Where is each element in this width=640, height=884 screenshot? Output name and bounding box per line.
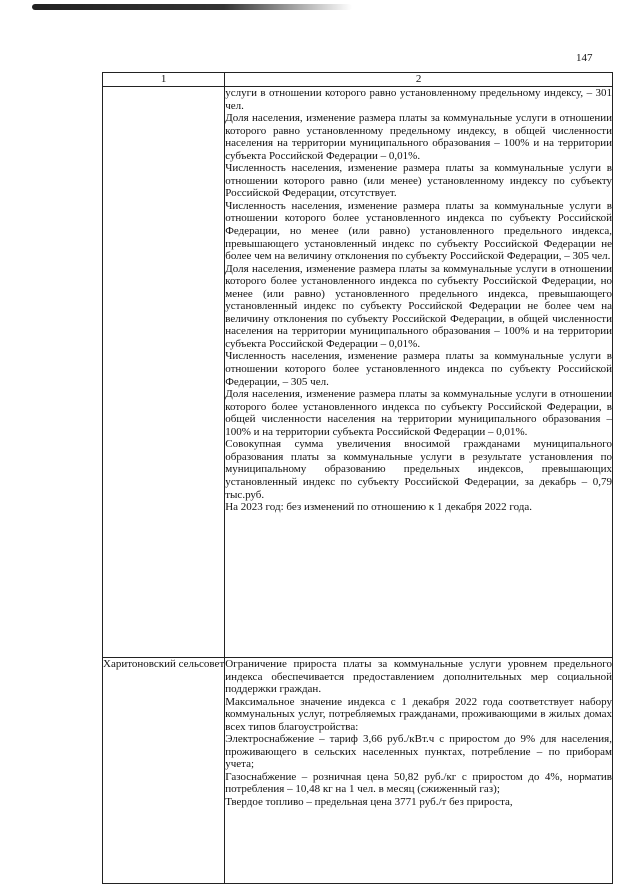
table-row-continuation bbox=[103, 87, 613, 658]
measures-cell bbox=[225, 87, 613, 658]
paragraph: Ограничение прироста платы за коммунальные услуги уровнем предельного индекса обеспечивается предоставлением дополнительных мер социальной поддержки граждан. bbox=[225, 658, 612, 696]
paragraph: Газоснабжение – розничная цена 50,82 руб./кг с приростом до 4%, норматив потребления – 10,48 кг на 1 чел. в месяц (сжиженный газ); bbox=[225, 770, 612, 796]
paragraph: услуги в отношении которого равно установленному предельному индексу, – 301 чел. bbox=[225, 87, 612, 112]
document-table bbox=[102, 72, 613, 884]
paragraph: Численность населения, изменение размера платы за коммунальные услуги в отношении которого более установленного индекса по субъекту Российской Федерации, – 305 чел. bbox=[225, 350, 612, 388]
paragraph: Численность населения, изменение размера платы за коммунальные услуги в отношении которого более установленного индекса по субъекту Российской Федерации, но менее (или равно) установленного предельного индекса, превышающего установленный индекс по субъекту Российской Федерации не более чем на величину отклонения по субъекту Российской Федерации, – 305 чел. bbox=[225, 199, 612, 263]
paragraph: Электроснабжение – тариф 3,66 руб./кВт.ч с приростом до 9% для населения, проживающего в сельских населенных пунктах, потребление – по приборам учета; bbox=[225, 733, 612, 771]
paragraph: Твердое топливо – предельная цена 3771 руб./т без прироста, bbox=[225, 796, 513, 809]
page-number: 147 bbox=[576, 52, 593, 64]
paragraph: Численность населения, изменение размера платы за коммунальные услуги в отношении которого равно (или менее) установленному индексу по субъекту Российской Федерации, отсутствует. bbox=[225, 162, 612, 200]
paragraph: Доля населения, изменение размера платы за коммунальные услуги в отношении которого более установленного индекса по субъекту Российской Федерации, в общей численности населения на территории муниципального образования – 100% и на территории субъекта Российской Федерации – 0,01%. bbox=[225, 388, 612, 438]
municipality-cell-empty bbox=[103, 87, 225, 658]
paragraph: Доля населения, изменение размера платы за коммунальные услуги в отношении которого более установленного индекса по субъекту Российской Федерации, но менее (или равно) установленного предельного индекса, превышающего установленный индекс по субъекту Российской Федерации не более чем на величину отклонения по субъекту Российской Федерации, в общей численности населения на территории муниципального образования – 100% и на территории субъекта Российской Федерации – 0,01%. bbox=[225, 262, 612, 350]
paragraph: На 2023 год: без изменений по отношению к 1 декабря 2022 года. bbox=[225, 501, 533, 514]
scan-edge-mark bbox=[32, 4, 352, 10]
table-row-municipality bbox=[103, 658, 613, 884]
paragraph: Совокупная сумма увеличения вносимой гражданами муниципального образования платы за коммунальные услуги в результате установления по муниципальному образованию предельных индексов, превышающих установленный индекс по субъекту Российской Федерации, за декабрь – 0,79 тыс.руб. bbox=[225, 438, 612, 501]
municipality-name: Харитоновский сельсовет bbox=[103, 658, 225, 884]
header-col-1: 1 bbox=[103, 73, 225, 87]
header-col-2: 2 bbox=[225, 73, 613, 87]
paragraph: Доля населения, изменение размера платы за коммунальные услуги в отношении которого равно установленному предельному индексу, в общей численности населения на территории муниципального образования – 100% и на территории субъекта Российской Федерации – 0,01%. bbox=[225, 112, 612, 162]
table-header-row bbox=[103, 73, 613, 87]
paragraph: Максимальное значение индекса с 1 декабря 2022 года соответствует набору коммунальных услуг, потребляемых гражданами, проживающими в жилых домах всех типов благоустройства: bbox=[225, 695, 612, 733]
measures-cell bbox=[225, 658, 613, 884]
